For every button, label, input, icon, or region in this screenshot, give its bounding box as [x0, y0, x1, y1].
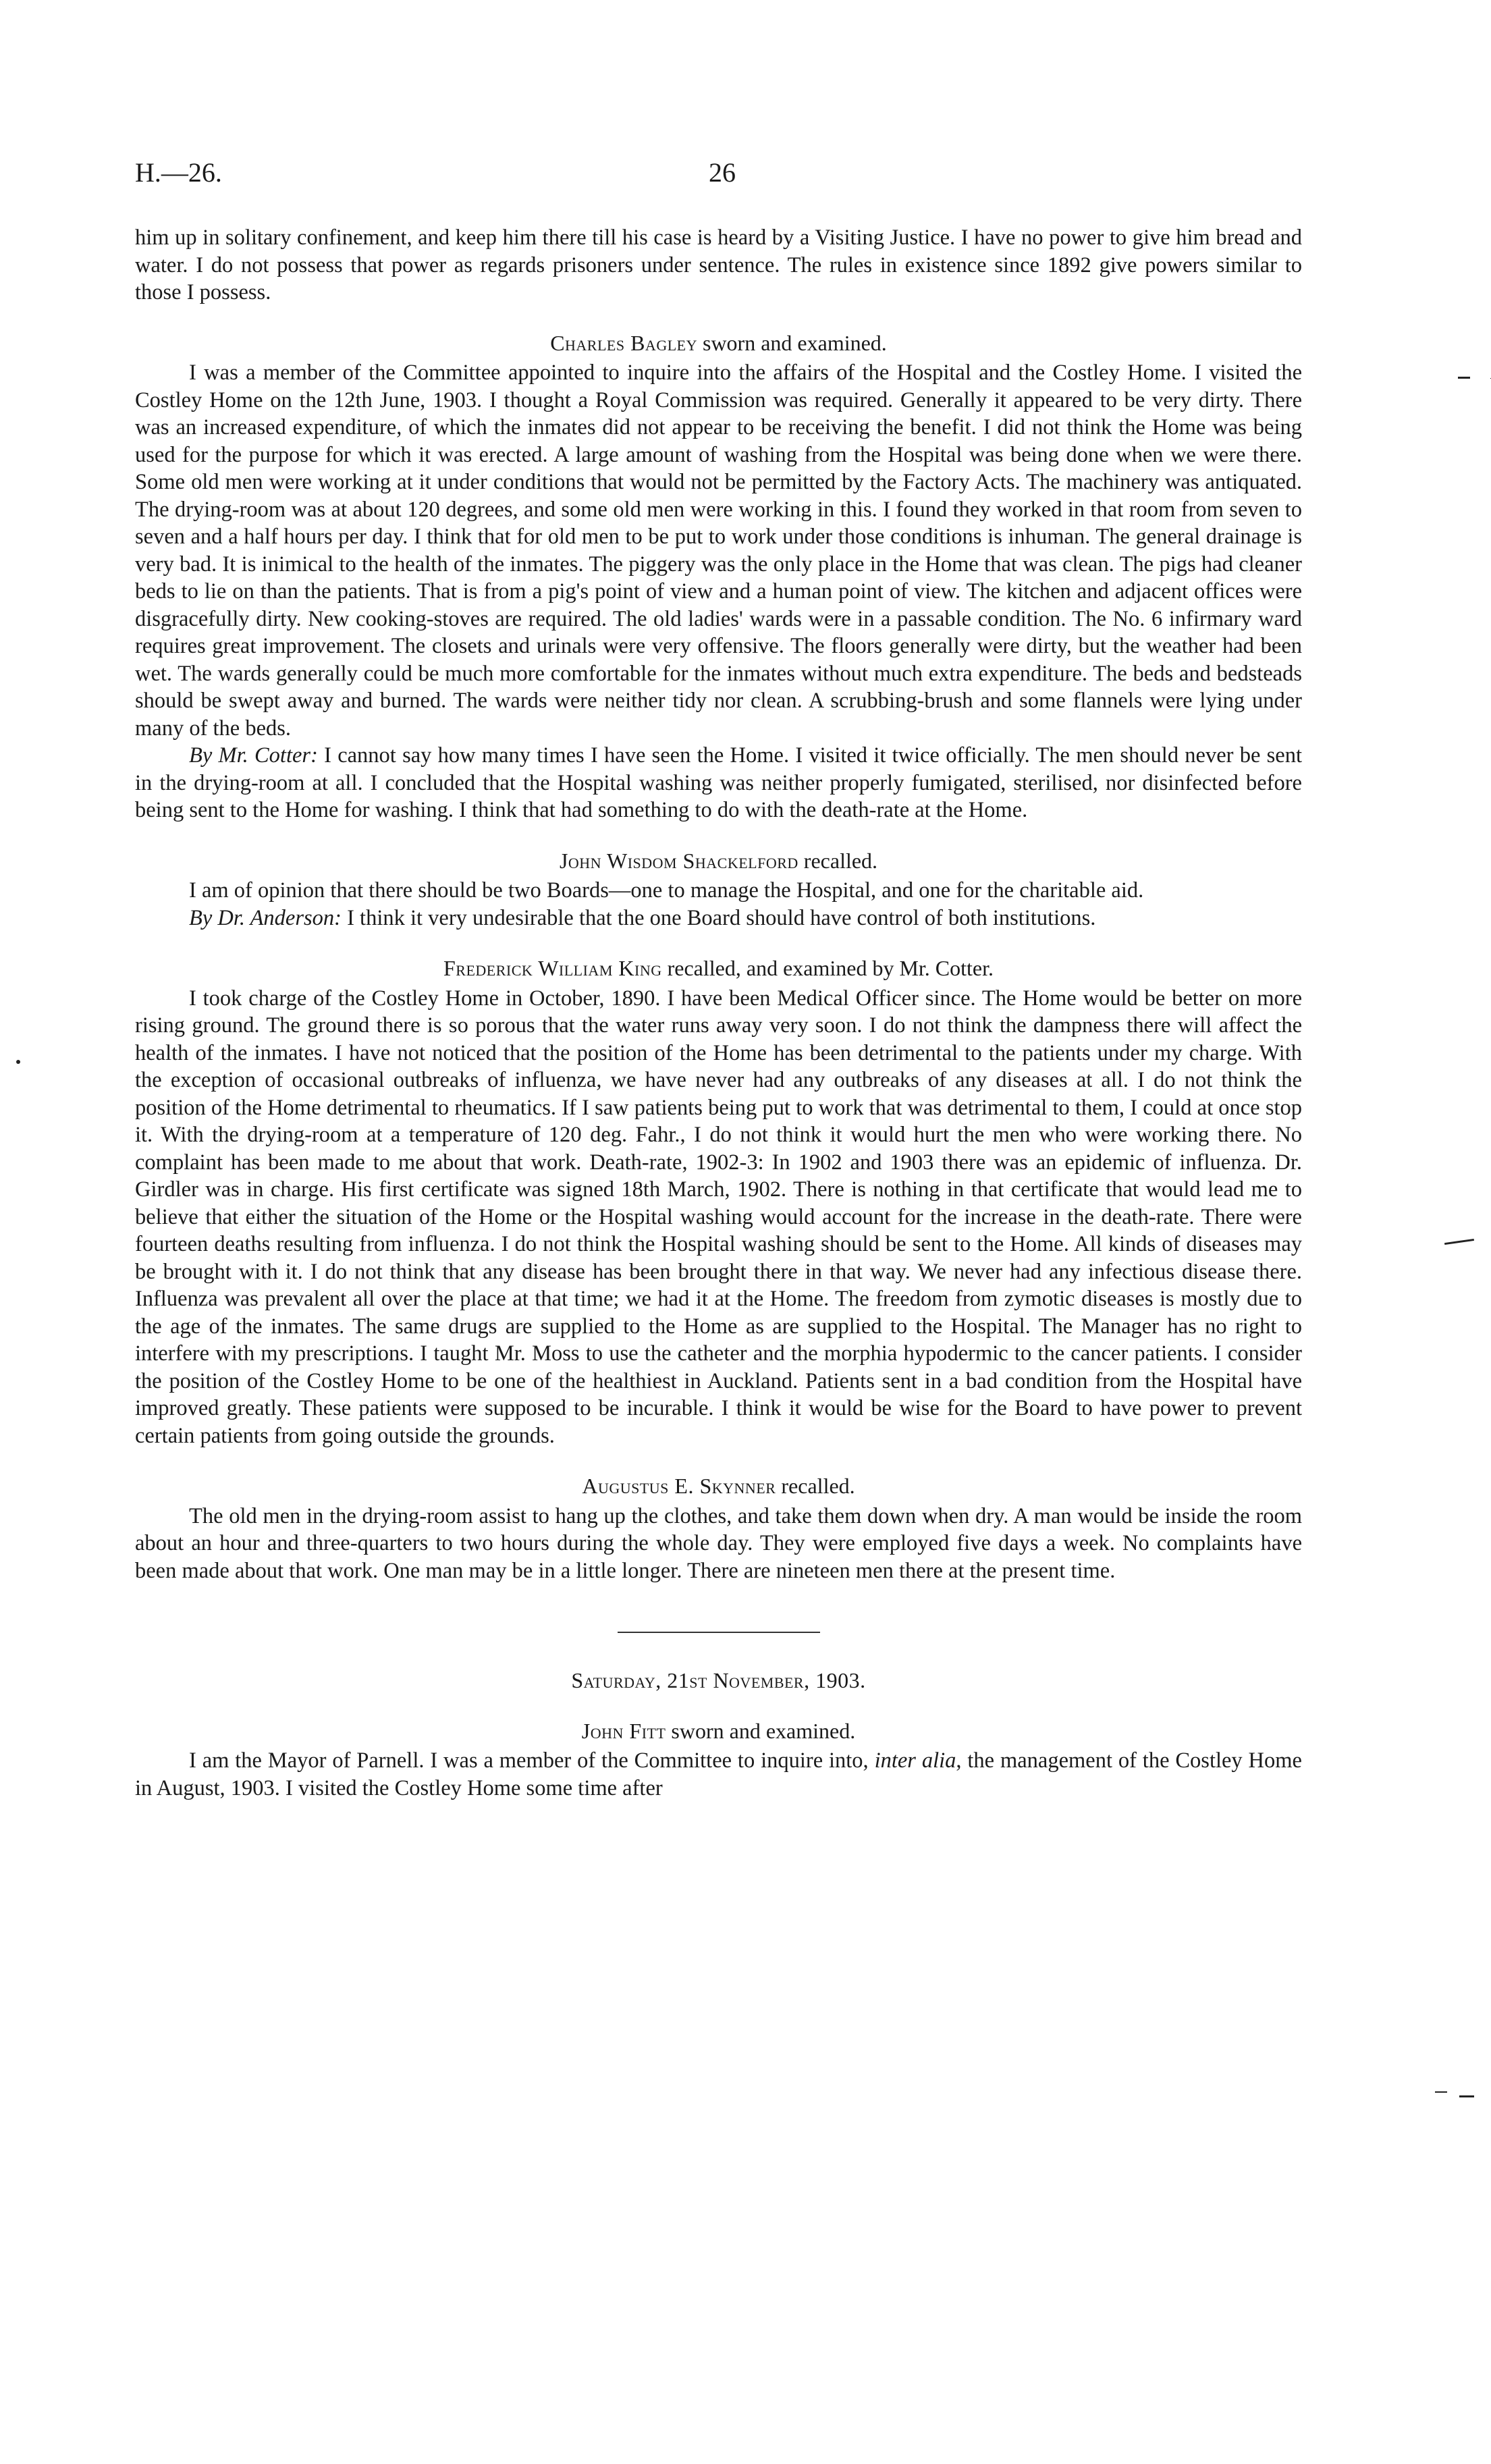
witness-heading	[135, 847, 1302, 875]
witness-heading	[135, 1717, 1302, 1745]
paragraph	[135, 1503, 1302, 1585]
page-number: 26	[709, 157, 736, 188]
paragraph-text: I am of opinion that there should be two Boards—one to manage the Hospital, and one for the charitable aid.	[189, 878, 1144, 903]
paragraph	[135, 877, 1302, 905]
heading-text: sworn and examined.	[697, 330, 887, 355]
heading-text: recalled.	[776, 1474, 855, 1498]
paragraph-text: I cannot say how many times I have seen the Home. I visited it twice officially. The men should never be sent in the drying-room at all. I concluded that the Hospital washing was neither properly fumigated, sterilised, nor disinfected before being sent to the Home for washing. I think that had something to do with the death-rate at the Home.	[135, 743, 1302, 822]
witness-heading	[135, 329, 1302, 357]
italic-phrase: inter alia	[874, 1748, 956, 1773]
paragraph	[135, 985, 1302, 1450]
paragraph	[135, 224, 1302, 306]
examiner-lead: By Mr. Cotter:	[189, 743, 318, 768]
paragraph	[135, 1747, 1302, 1802]
witness-name: Charles Bagley	[550, 330, 697, 355]
document-body	[135, 224, 1302, 1802]
examiner-lead: By Dr. Anderson:	[189, 905, 342, 930]
paragraph	[135, 359, 1302, 742]
witness-heading	[135, 1472, 1302, 1500]
margin-mark	[1458, 377, 1470, 379]
running-header	[135, 157, 1302, 224]
paragraph	[135, 905, 1302, 932]
heading-text: recalled, and examined by Mr. Cotter.	[661, 956, 994, 980]
paragraph	[135, 742, 1302, 824]
paragraph-text: The old men in the drying-room assist to hang up the clothes, and take them down when dry. A man would be inside the room about an hour and three-quarters to two hours during the whole day. They were employed five days a week. No complaints have been made about that work. One man may be in a little longer. There are nineteen men there at the present time.	[135, 1503, 1302, 1583]
heading-text: sworn and examined.	[666, 1718, 856, 1743]
witness-name: Saturday, 21st November, 1903.	[571, 1668, 866, 1692]
paragraph-text: I am the Mayor of Parnell. I was a member of the Committee to inquire into,	[189, 1748, 875, 1773]
margin-mark	[1435, 2091, 1447, 2093]
paragraph-text: I was a member of the Committee appointed to inquire into the affairs of the Hospital and the Costley Home. I visited the Costley Home on the 12th June, 1903. I thought a Royal Commission was required. Generally it appeared to be very dirty. There was an increased expenditure, of which the inmates did not appear to be receiving the benefit. I did not think the Home was being used for the purpose for which it was erected. A large amount of washing from the Hospital was being done when we were there. Some old men were working at it under conditions that would not be permitted by the Factory Acts. The machinery was antiquated. The drying-room was at about 120 degrees, and some old men were working in this. I found they worked in that room from seven to seven and a half hours per day. I think that for old men to be put to work under those conditions is inhuman. The general drainage is very bad. It is inimical to the health of the inmates. The piggery was the only place in the Home that was clean. The pigs had cleaner beds to lie on than the patients. That is from a pig's point of view and a human point of view. The kitchen and adjacent offices were disgracefully dirty. New cooking-stoves are required. The old ladies' wards were in a passable condition. The No. 6 infirmary ward requires great improvement. The closets and urinals were very offensive. The floors generally were dirty, but the weather had been wet. The wards generally could be much more comfortable for the inmates without much extra expenditure. The beds and bedsteads should be swept away and burned. The wards were neither tidy nor clean. A scrubbing-brush and some flannels were lying under many of the beds.	[135, 360, 1302, 741]
witness-name: Augustus E. Skynner	[582, 1474, 776, 1498]
margin-mark	[1459, 2095, 1474, 2097]
paragraph-text: him up in solitary confinement, and keep him there till his case is heard by a Visiting Justice. I have no power to give him bread and water. I do not possess that power as regards prisoners under sentence. The rules in existence since 1892 give powers similar to those I possess.	[135, 225, 1302, 304]
paragraph-text: I took charge of the Costley Home in October, 1890. I have been Medical Officer since. The Home would be better on more rising ground. The ground there is so porous that the water runs away very soon. I do not think the dampness there will affect the health of the inmates. I have not noticed that the position of the Home has been detrimental to the patients under my charge. With the exception of occasional outbreaks of influenza, we have never had any outbreaks of any diseases at all. I do not think the position of the Home detrimental to rheumatics. If I saw patients being put to work that was detrimental to them, I could at once stop it. With the drying-room at a temperature of 120 deg. Fahr., I do not think it would hurt the men who were working there. No complaint has been made to me about that work. Death-rate, 1902-3: In 1902 and 1903 there was an epidemic of influenza. Dr. Girdler was in charge. His first certificate was signed 18th March, 1902. There is nothing in that certificate that would lead me to believe that either the situation of the Home or the Hospital washing would account for the increase in the death-rate. There were fourteen deaths resulting from influenza. I do not think the Hospital washing should be sent to the Home. All kinds of diseases may be brought with it. I do not think that any disease has been brought there in that way. We never had any infectious disease there. Influenza was prevalent all over the place at that time; we had it at the Home. The freedom from zymotic diseases is mostly due to the age of the inmates. The same drugs are supplied to the Home as are supplied to the Hospital. The Manager has no right to interfere with my prescriptions. I taught Mr. Moss to use the catheter and the morphia hypodermic to the cancer patients. I consider the position of the Costley Home to be one of the healthiest in Auckland. Patients sent in a bad condition from the Hospital have improved greatly. These patients were supposed to be incurable. I think it would be wise for the Board to have power to prevent certain patients from going outside the grounds.	[135, 986, 1302, 1448]
paragraph-text: I think it very undesirable that the one Board should have control of both institutions.	[341, 905, 1096, 930]
document-reference: H.—26.	[135, 157, 222, 188]
witness-heading	[135, 1667, 1302, 1694]
witness-name: John Fitt	[581, 1718, 666, 1743]
witness-name: John Wisdom Shackelford	[559, 848, 798, 873]
witness-heading	[135, 955, 1302, 982]
section-divider	[618, 1632, 820, 1633]
margin-mark	[1444, 1239, 1474, 1245]
paragraph-text: , the management of the Costley Home in August, 1903. I visited the Costley Home some time after	[135, 1748, 1302, 1800]
witness-name: Frederick William King	[443, 956, 662, 980]
margin-dot	[16, 1060, 20, 1064]
heading-text: recalled.	[798, 848, 878, 873]
